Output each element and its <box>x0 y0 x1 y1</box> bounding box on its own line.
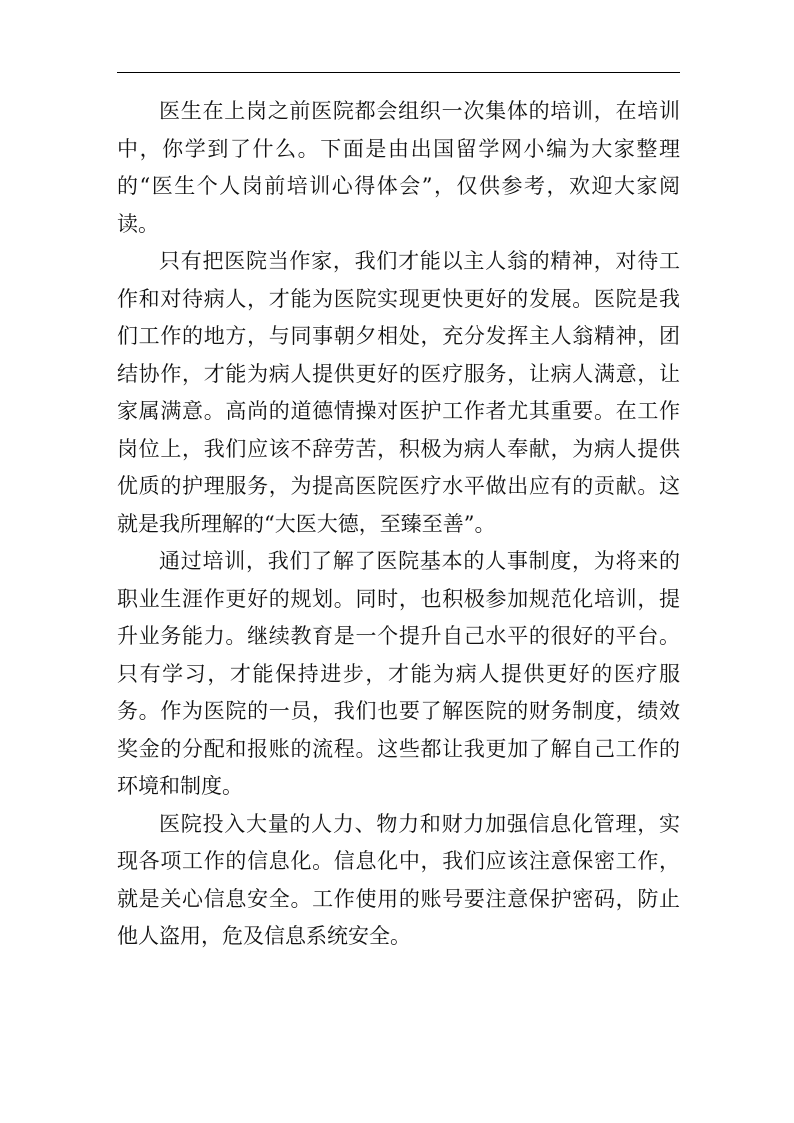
document-body <box>117 93 680 956</box>
header-divider <box>117 72 680 73</box>
paragraph-hospital-as-home: 只有把医院当作家，我们才能以主人翁的精神，对待工作和对待病人，才能为医院实现更快更好的发展。医院是我们工作的地方，与同事朝夕相处，充分发挥主人翁精神，团结协作，才能为病人提供更好的医疗服务，让病人满意，让家属满意。高尚的道德情操对医护工作者尤其重要。在工作岗位上，我们应该不辞劳苦，积极为病人奉献，为病人提供优质的护理服务，为提高医院医疗水平做出应有的贡献。这就是我所理解的“大医大德，至臻至善”。 <box>117 249 680 536</box>
paragraph-training-system: 通过培训，我们了解了医院基本的人事制度，为将来的职业生涯作更好的规划。同时，也积极参加规范化培训，提升业务能力。继续教育是一个提升自己水平的很好的平台。只有学习，才能保持进步，才能为病人提供更好的医疗服务。作为医院的一员，我们也要了解医院的财务制度，绩效奖金的分配和报账的流程。这些都让我更加了解自己工作的环境和制度。 <box>117 549 680 798</box>
paragraph-information-security: 医院投入大量的人力、物力和财力加强信息化管理，实现各项工作的信息化。信息化中，我们应该注意保密工作，就是关心信息安全。工作使用的账号要注意保护密码，防止他人盗用，危及信息系统安全。 <box>117 811 680 948</box>
paragraph-intro: 医生在上岗之前医院都会组织一次集体的培训，在培训中，你学到了什么。下面是由出国留学网小编为大家整理的“医生个人岗前培训心得体会”，仅供参考，欢迎大家阅读。 <box>117 99 680 236</box>
